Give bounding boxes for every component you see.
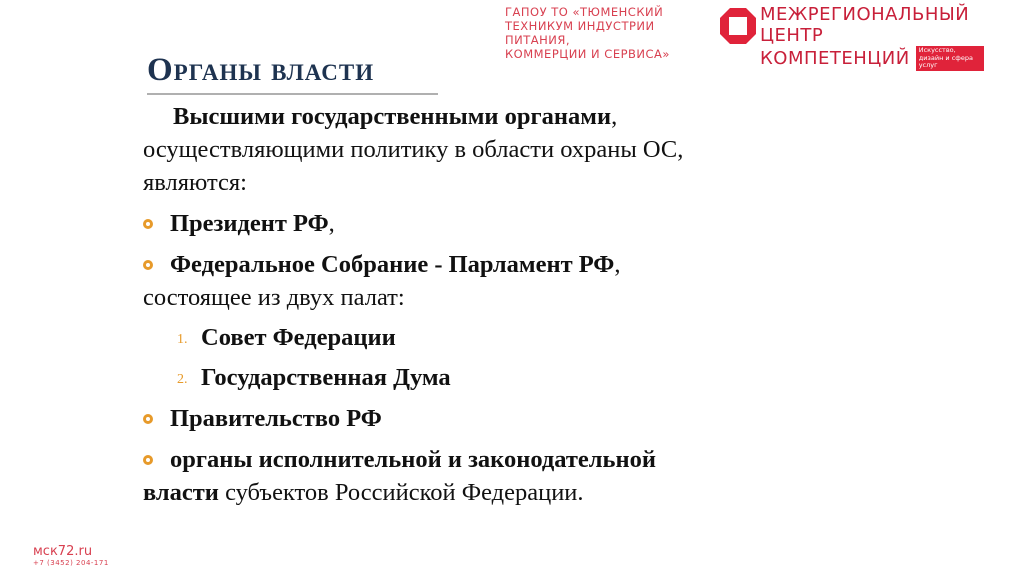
intro-paragraph xyxy=(143,100,763,199)
competence-center-logo-icon xyxy=(718,6,758,46)
center-line-2: КОМПЕТЕНЦИЙ xyxy=(760,47,910,69)
center-line-1: МЕЖРЕГИОНАЛЬНЫЙ ЦЕНТР xyxy=(760,4,970,46)
org-line-1: ГАПОУ ТО «ТЮМЕНСКИЙ xyxy=(505,5,664,19)
list-item-federal-assembly xyxy=(143,248,763,314)
intro-line-2: осуществляющими политику в области охраны ОС, xyxy=(143,136,684,163)
intro-comma: , xyxy=(611,103,618,130)
intro-bold-text: Высшими государственными органами xyxy=(173,103,612,130)
list-item-punct: , xyxy=(328,210,335,237)
numbered-item-state-duma xyxy=(143,361,763,394)
slide-body xyxy=(143,100,763,509)
list-item-government xyxy=(143,402,763,435)
list-item-label: органы исполнительной и законодательной xyxy=(170,446,656,473)
circle-bullet-icon xyxy=(143,219,153,229)
item-number: 2. xyxy=(177,372,188,387)
list-item-continuation: состоящее из двух палат: xyxy=(143,284,405,311)
list-item-label: Президент РФ xyxy=(170,210,329,237)
list-item-bold-word: власти xyxy=(143,479,219,506)
list-item-rest: субъектов Российской Федерации. xyxy=(218,479,584,506)
circle-bullet-icon xyxy=(143,455,153,465)
numbered-item-label: Совет Федерации xyxy=(201,324,396,351)
intro-line-3: являются: xyxy=(143,169,247,196)
org-line-2: ТЕХНИКУМ ИНДУСТРИИ ПИТАНИЯ, xyxy=(505,19,655,47)
competence-center-name xyxy=(760,4,1020,71)
website-link[interactable]: мск72.ru xyxy=(33,544,93,559)
org-line-3: КОММЕРЦИИ И СЕРВИСА» xyxy=(505,47,670,61)
footer-contacts xyxy=(33,545,109,568)
numbered-item-federation-council xyxy=(143,321,763,354)
numbered-item-label: Государственная Дума xyxy=(201,364,451,391)
center-tagline: Искусство, дизайн и сфера услуг xyxy=(916,46,984,71)
list-item-regional-authorities xyxy=(143,443,763,509)
circle-bullet-icon xyxy=(143,414,153,424)
item-number: 1. xyxy=(177,332,188,347)
organization-name xyxy=(505,5,720,61)
circle-bullet-icon xyxy=(143,260,153,270)
phone-number: +7 (3452) 204-171 xyxy=(33,559,109,567)
list-item-label: Федеральное Собрание - Парламент РФ xyxy=(170,251,615,278)
list-item-punct: , xyxy=(614,251,621,278)
title-divider xyxy=(147,93,438,95)
slide-title: Органы власти xyxy=(147,52,375,88)
list-item-label: Правительство РФ xyxy=(170,405,382,432)
list-item-president xyxy=(143,207,763,240)
